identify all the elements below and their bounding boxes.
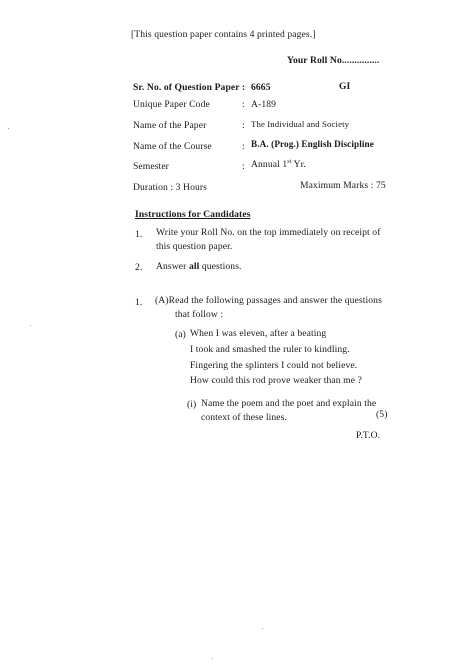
paper-code-value: A-189 — [251, 99, 277, 110]
poem-line: Fingering the splinters I could not believe. — [190, 360, 358, 371]
please-turn-over: P.T.O. — [356, 430, 381, 441]
semester-label: Semester — [133, 161, 169, 172]
scan-speck — [212, 658, 213, 659]
sub-question-text: context of these lines. — [201, 412, 287, 423]
paper-code-colon: : — [242, 99, 245, 110]
sr-no-value: 6665 — [251, 82, 271, 93]
marks-value: (5) — [376, 409, 388, 420]
poem-line: When I was eleven, after a beating — [190, 328, 327, 339]
sub-question-label: (i) — [187, 399, 197, 410]
scan-speck — [30, 325, 31, 326]
instructions-heading: Instructions for Candidates — [135, 209, 251, 220]
set-code: GI — [339, 81, 351, 92]
paper-name-colon: : — [242, 120, 245, 131]
instruction-text: this question paper. — [156, 241, 233, 252]
course-value: B.A. (Prog.) English Discipline — [251, 139, 374, 149]
poem-line: I took and smashed the ruler to kindling. — [190, 344, 350, 355]
scan-speck — [262, 628, 263, 629]
question-text: that follow : — [175, 309, 224, 320]
scan-speck — [8, 128, 9, 129]
part-label: (a) — [175, 329, 186, 340]
paper-name-label: Name of the Paper — [133, 120, 207, 131]
duration-text: Duration : 3 Hours — [133, 182, 208, 193]
course-label: Name of the Course — [133, 141, 212, 152]
sub-question-text: Name the poem and the poet and explain the — [201, 398, 377, 409]
course-colon: : — [242, 141, 245, 152]
instruction-number: 2. — [135, 262, 143, 273]
paper-name-value: The Individual and Society — [251, 119, 350, 129]
printed-pages-note: [This question paper contains 4 printed pages.] — [131, 29, 316, 40]
instruction-text: Answer all questions. — [156, 261, 242, 272]
instruction-number: 1. — [135, 229, 143, 240]
semester-colon: : — [242, 161, 245, 172]
paper-code-label: Unique Paper Code — [133, 99, 210, 110]
poem-line: How could this rod prove weaker than me ? — [190, 375, 362, 386]
semester-value: Annual 1st Yr. — [251, 159, 306, 170]
question-text: (A)Read the following passages and answer the questions — [155, 295, 382, 306]
instruction-text: Write your Roll No. on the top immediately on receipt of — [156, 227, 381, 238]
sr-no-label: Sr. No. of Question Paper : — [133, 82, 246, 93]
maximum-marks-text: Maximum Marks : 75 — [300, 180, 386, 191]
roll-number-field: Your Roll No............... — [287, 55, 380, 66]
question-number: 1. — [135, 297, 143, 308]
